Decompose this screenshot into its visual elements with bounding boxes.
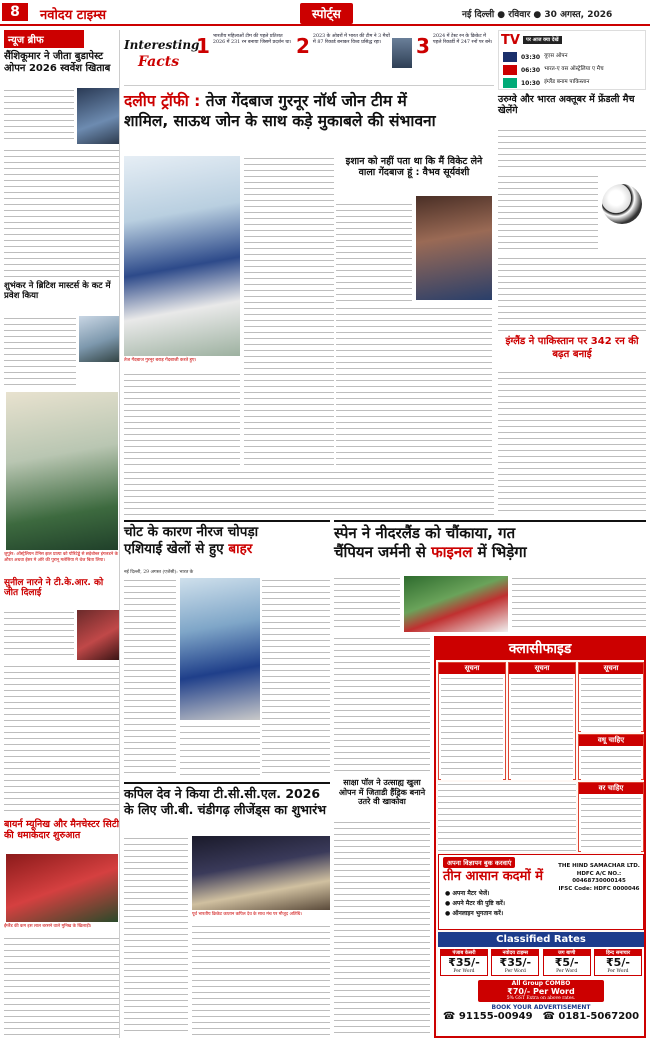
- news-brief-column: [4, 30, 120, 1038]
- lead-photo: [124, 156, 240, 356]
- classified-cell-2: सूचना: [508, 662, 576, 780]
- kapil-headline-line2: के लिए जी.बी. चंडीगढ़ लीजेंड्स का शुभारंभ: [124, 801, 327, 817]
- brief-story1-photo: [77, 88, 119, 144]
- kapil-photo-caption: पूर्व भारतीय क्रिकेट कप्तान कपिल देव के साथ मंच पर मौजूद अतिथि।: [192, 912, 303, 917]
- classified-section: [434, 636, 646, 1038]
- rate-3: जग बाणी ₹5/- Per Word: [543, 949, 591, 976]
- section-label: स्पोर्ट्स: [300, 3, 353, 24]
- fact-2: 2 2023 के ओवरों में भारत की टीम ने 3 मैचों में 87 रिकार्ड बनाकर विश्व प्रसिद्ध रहा।: [296, 34, 390, 58]
- sabalenka-headline: साक्षा पॉल ने उत्साह्य खुला ओपन में जिताडी हैंड्रिक बनाने उतरे वी खाकोवा: [338, 778, 426, 807]
- kapil-headline: [124, 782, 330, 832]
- bank-details: THE HIND SAMACHAR LTD. HDFC A/C NO.: 00468730000145 IFSC Code: HDFC 0000046: [558, 863, 640, 893]
- tv-schedule: [498, 30, 646, 90]
- spain-headline-line2: चैंपियन जर्मनी से: [334, 542, 426, 561]
- spain-headline-line1: स्पेन ने नीदरलैंड को चौंकाया, गत: [334, 524, 516, 542]
- spain-headline-accent: फाइनल: [431, 542, 473, 561]
- ishan-photo: [416, 196, 492, 300]
- fact-1-number: 1: [196, 34, 210, 58]
- classified-title: क्लासीफाइड: [436, 638, 644, 660]
- rate-2: नवोदय टाइम्स ₹35/- Per Word: [491, 949, 539, 976]
- fact-photo: [392, 38, 412, 68]
- lead-headline: [124, 92, 494, 154]
- football-photo: [6, 854, 118, 922]
- tv-row-2: 06:30 भारत-ए वस ऑस्ट्रेलिया ए मैच: [503, 64, 643, 76]
- spain-photo: [404, 576, 508, 632]
- dateline: नई दिल्ली ● रविवार ● 30 अगस्त, 2026: [462, 10, 613, 20]
- neeraj-headline-line2: एशियाई खेलों से हुए: [124, 540, 224, 557]
- brief-story4-title: बायर्न म्यूनिख और मैनचेस्टर सिटी की धमाकेदार शुरुआत: [4, 819, 120, 841]
- neeraj-headline: [124, 520, 330, 568]
- rates-box: [438, 932, 644, 1036]
- lead-photo-caption: तेज गेंदबाज गुरनूर बराड़ गेंदबाजी करते हुए।: [124, 358, 197, 363]
- kapil-photo: [192, 836, 330, 910]
- channel-logo-icon: [503, 78, 517, 88]
- uruguay-headline: उरुग्वे और भारत अक्तूबर में फ्रेंडली मैच खेलेंगे: [498, 94, 635, 117]
- brief-story2-title: शुभंकर ने ब्रिटिश मास्टर्स के कट में प्रवेश किया: [4, 281, 111, 301]
- channel-logo-icon: [503, 65, 517, 75]
- football-photo-caption: ईंग्लैंड की कम इस लाल बरसने वाले मुनिख के खिलाड़ी।: [4, 924, 92, 929]
- rate-4: हिन्द समाचार ₹5/- Per Word: [594, 949, 642, 976]
- classified-cell-3: सूचना: [578, 662, 644, 732]
- rates-title: Classified Rates: [438, 932, 644, 947]
- neeraj-photo: [180, 578, 260, 720]
- lead-kicker: दलीप ट्रॉफी :: [124, 92, 201, 110]
- sabalenka-story: [334, 778, 430, 1038]
- classified-cell-4: वधू चाहिए: [578, 734, 644, 780]
- spain-headline: स्पेन ने नीदरलैंड को चौंकाया, गत चैंपियन जर्मनी से फाइनल में भिड़ेगा: [334, 520, 646, 572]
- tv-sub: पर आज क्या देखें: [523, 36, 562, 44]
- brief-story1-body: [4, 148, 120, 278]
- channel-logo-icon: [503, 52, 517, 62]
- lead-column-a: [244, 156, 334, 466]
- brief-story2-photo: [79, 316, 119, 362]
- ad-step-1: ● अपना मैटर भेजें।: [445, 890, 490, 897]
- brief-story3-title: सुनील नारने ने टी.के.आर. को जीत दिलाई: [4, 578, 104, 599]
- brief-story1-title: सैंशिकूमार ने जीता बुडापेस्ट ओपन 2026 स्वर्वेश खिताब: [4, 51, 111, 74]
- rate-1: पंजाब केसरी ₹35/- Per Word: [440, 949, 488, 976]
- england-headline: इंग्लैंड ने पाकिस्तान पर 342 रन की बढ़त बनाई: [505, 336, 639, 360]
- facts-label-top: Interesting: [124, 38, 200, 52]
- lead-headline-line2: शामिल, साऊथ जोन के साथ कड़े मुकाबले की संभावना: [124, 111, 436, 130]
- neeraj-dateline: नई दिल्ली, 29 अगस्त (एजेंसी): भारत के: [124, 570, 194, 575]
- tennis-photo-caption: जुपुरेर: ऑस्ट्रेलियन टेनिस झल प्रात्या को योरिटेड्डे से छड़ेबोब्ल इंगलडने के औरत अथवा ईसर मे ओरे की पुरानू मलेसिया मे थेज बिता लिया।: [4, 552, 118, 563]
- ad-kicker: अपना विज्ञापन बुक करवाएं: [443, 857, 515, 868]
- ishan-story: [336, 156, 492, 466]
- ishan-headline: इशान को नहीं पता था कि मैं विकेट लेने वाला गेंदबाज हूं : वैभव सूर्यवंशी: [345, 156, 483, 179]
- paper-name: नवोदय टाइम्स: [40, 8, 107, 23]
- ad-title: तीन आसान कदमों में: [443, 869, 544, 884]
- facts-label-bottom: Facts: [138, 54, 180, 70]
- fact-1: 1 भारतीय महिलाओं टीम की पहले प्रतिशत 2026 में 231 रन बनाया जिसमें प्रदर्शन था।: [196, 34, 292, 58]
- tennis-photo: [6, 392, 118, 550]
- neeraj-headline-accent: बाहर: [228, 540, 253, 557]
- fact-3: 3 2024 में टेस्ट रन के क्रिकेट में पहले रिकार्डी में 247 रनों पर बने।: [416, 34, 493, 58]
- tv-label: TV: [501, 33, 520, 48]
- ad-step-2: ● अपने मैटर की पुष्टि करें।: [445, 900, 506, 907]
- fact-3-number: 3: [416, 34, 430, 58]
- lead-column-b: [124, 372, 240, 466]
- tv-row-1: 03:30 यूएस ओपन: [503, 51, 643, 63]
- fact-2-number: 2: [296, 34, 310, 58]
- kapil-headline-line1: कपिल देव ने किया टी.सी.सी.एल. 2026: [124, 786, 321, 801]
- page-number: 8: [2, 3, 28, 21]
- phone-2: ☎ 0181-5067200: [542, 1010, 640, 1022]
- right-column: [498, 94, 646, 514]
- neeraj-headline-line1: चोट के कारण नीरज चोपड़ा: [124, 524, 259, 540]
- lead-headline-line1: तेज गेंदबाज गुरनूर नॉर्थ जोन टीम में: [205, 92, 407, 110]
- book-label: BOOK YOUR ADVERTISEMENT: [491, 1003, 591, 1011]
- interesting-facts-strip: [124, 30, 494, 86]
- tv-row-3: 10:30 इंग्लैंड बनाम पाकिस्तान: [503, 77, 643, 89]
- brief-story1-text: [4, 88, 74, 144]
- combo-box: All Group COMBO ₹70/- Per Word 5% GST Extra on above rates.: [478, 980, 604, 1002]
- phone-1: ☎ 91155-00949: [442, 1010, 533, 1022]
- football-icon: [602, 184, 642, 224]
- phone-row: [438, 1011, 644, 1022]
- classified-cell-5: वर चाहिए: [578, 782, 644, 852]
- brief-story2-text: [4, 316, 76, 386]
- news-brief-label: न्यूज ब्रीफ: [4, 30, 84, 48]
- lead-bottom-text: [124, 470, 494, 516]
- book-ad-box: [438, 854, 644, 930]
- brief-story3-photo: [77, 610, 119, 660]
- ad-step-3: ● ऑनलाइन भुगतान करें।: [445, 910, 504, 917]
- masthead: [0, 0, 650, 26]
- classified-cell-1: सूचना: [438, 662, 506, 780]
